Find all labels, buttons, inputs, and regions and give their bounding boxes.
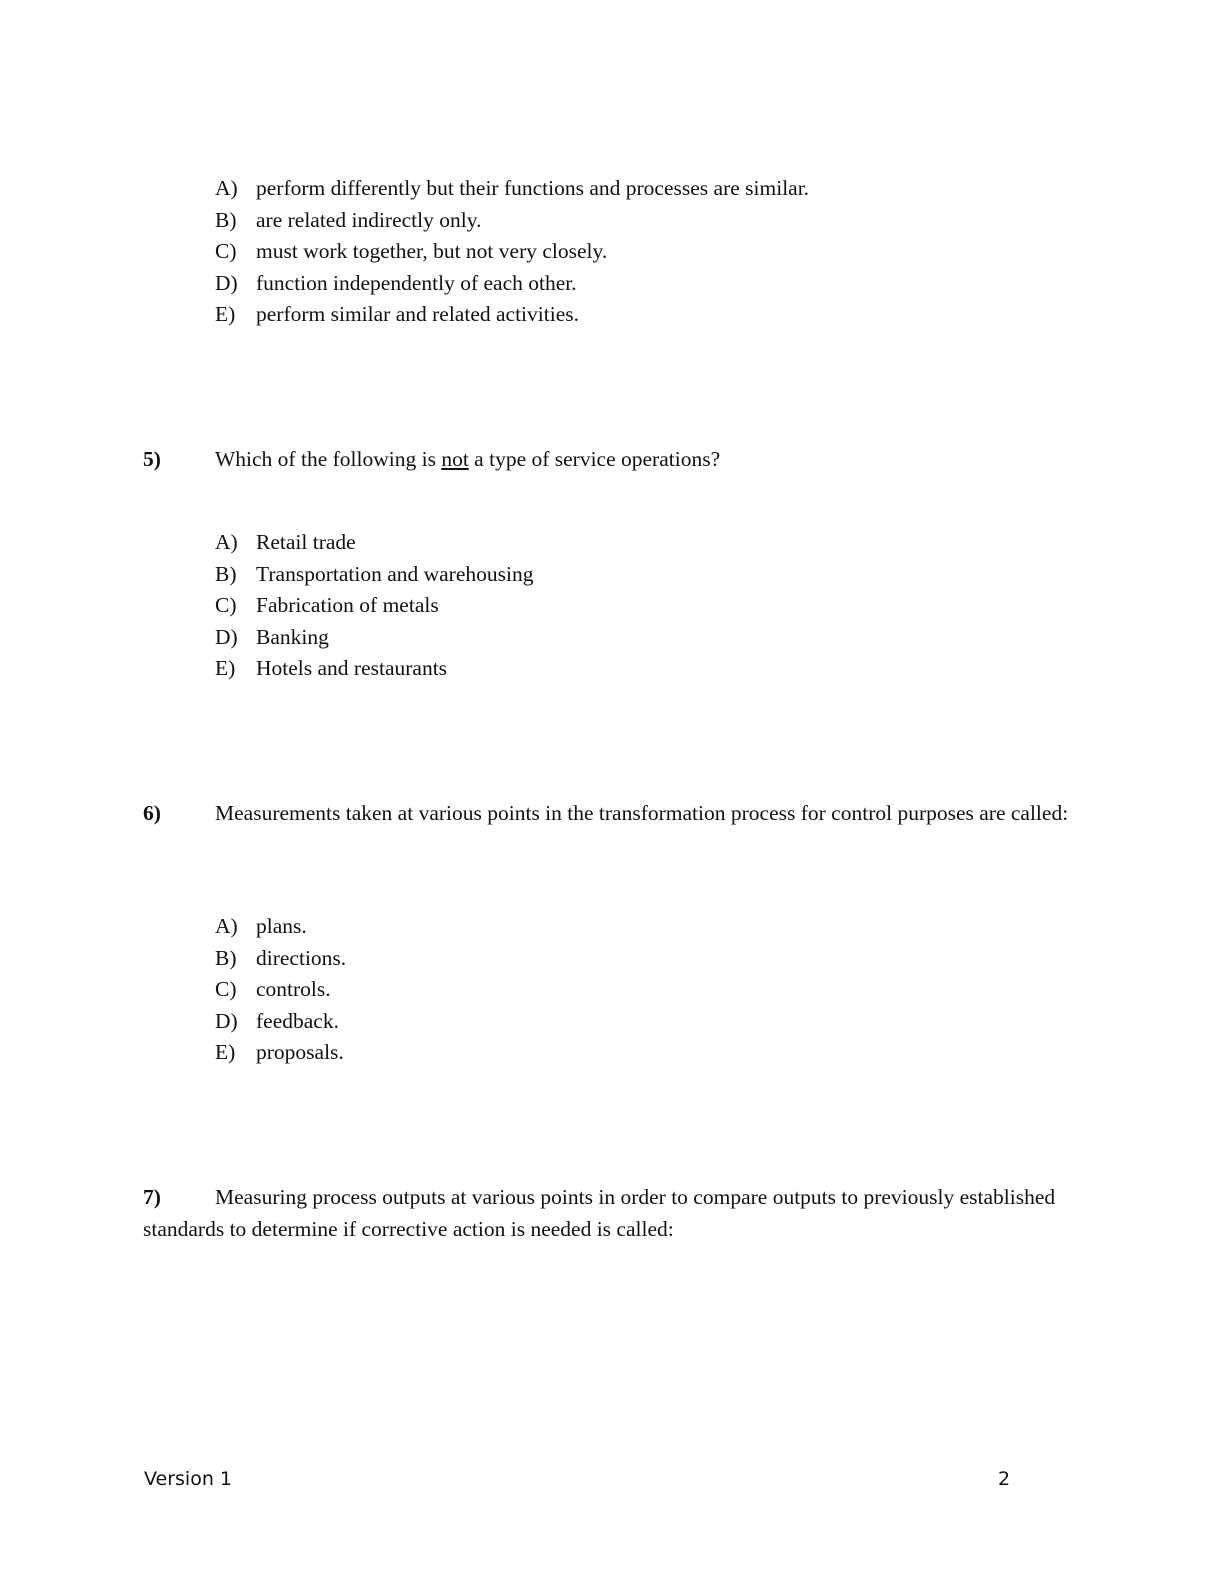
question-text-start: Which of the following is (215, 447, 442, 471)
q6-option-c: C) controls. (215, 977, 331, 1001)
q4-option-e: E) perform similar and related activities. (215, 302, 579, 326)
q6-option-b: B) directions. (215, 945, 347, 970)
question-text: Measuring process outputs at various points in order to compare outputs to previously established standards to determine if corrective action is needed is called: (143, 1185, 1056, 1241)
q5-option-a: A) Retail trade (215, 530, 356, 554)
q4-options (215, 173, 809, 331)
question-number: 5) (143, 447, 161, 471)
question-number: 7) (143, 1185, 161, 1209)
q5-option-d: D) Banking (215, 624, 329, 649)
footer-page-number: 2 (998, 1468, 1011, 1490)
q4-option-b: B) are related indirectly only. (215, 207, 482, 232)
question-text: Measurements taken at various points in the transformation process for control purposes are called: (215, 801, 1069, 825)
q6-options (215, 911, 346, 1069)
q4-option-d: D) function independently of each other. (215, 270, 577, 295)
question-5 (143, 444, 1073, 476)
question-text-end: a type of service operations? (468, 447, 721, 471)
q6-option-e: E) proposals. (215, 1040, 344, 1064)
q6-option-a: A) plans. (215, 914, 307, 938)
question-6 (143, 798, 1073, 830)
q5-option-b: B) Transportation and warehousing (215, 561, 534, 586)
q5-options (215, 527, 533, 685)
q5-option-c: C) Fabrication of metals (215, 593, 439, 617)
question-7 (143, 1182, 1073, 1245)
q5-option-e: E) Hotels and restaurants (215, 656, 448, 680)
q6-option-d: D) feedback. (215, 1008, 339, 1033)
question-number: 6) (143, 801, 161, 825)
q4-option-a: A) perform differently but their functions and processes are similar. (215, 176, 810, 200)
footer-version: Version 1 (144, 1468, 232, 1490)
question-emphasis: not (441, 447, 469, 471)
q4-option-c: C) must work together, but not very closely. (215, 239, 608, 263)
